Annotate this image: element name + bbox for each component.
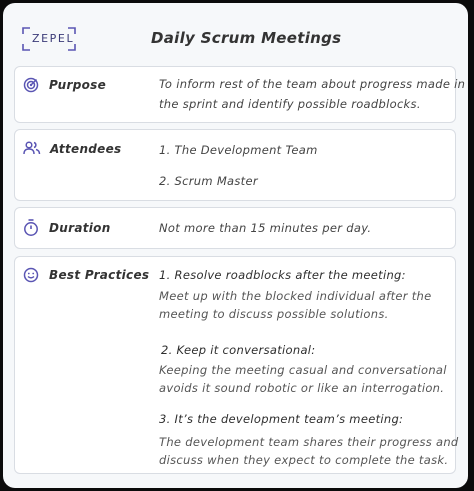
attendee-item-1: 1. The Development Team [159, 143, 318, 157]
purpose-text-line2: the sprint and identify possible roadblocks. [159, 97, 421, 111]
page-title: Daily Scrum Meetings [151, 29, 342, 47]
practice-heading-1: 1. Resolve roadblocks after the meeting: [159, 268, 406, 282]
zepel-logo [22, 27, 76, 51]
attendees-card [14, 129, 456, 201]
purpose-text-line1: To inform rest of the team about progress made in [159, 77, 466, 91]
practice-desc-1-line1: Meet up with the blocked individual after the [159, 289, 432, 303]
practice-desc-3-line2: discuss when they expect to complete the task. [159, 453, 449, 467]
practice-desc-1-line2: meeting to discuss possible solutions. [159, 307, 389, 321]
people-icon [23, 140, 41, 160]
duration-label: Duration [49, 221, 111, 235]
practice-heading-2: 2. Keep it conversational: [161, 343, 316, 357]
stopwatch-icon [23, 219, 39, 241]
logo-text: ZEPEL [32, 32, 75, 45]
duration-card [14, 207, 456, 249]
attendee-item-2: 2. Scrum Master [159, 174, 258, 188]
best-practices-label: Best Practices [49, 268, 150, 282]
smiley-icon [23, 267, 39, 287]
practice-desc-2-line1: Keeping the meeting casual and conversational [159, 363, 447, 377]
target-icon [23, 77, 39, 97]
scrum-card [3, 3, 468, 488]
purpose-label: Purpose [49, 78, 107, 92]
duration-text: Not more than 15 minutes per day. [159, 221, 372, 235]
best-practices-card [14, 256, 459, 474]
attendees-label: Attendees [50, 142, 122, 156]
practice-desc-2-line2: avoids it sound robotic or like an interrogation. [159, 381, 445, 395]
practice-heading-3: 3. It’s the development team’s meeting: [159, 412, 404, 426]
purpose-card [14, 66, 466, 123]
practice-desc-3-line1: The development team shares their progress and [159, 435, 459, 449]
